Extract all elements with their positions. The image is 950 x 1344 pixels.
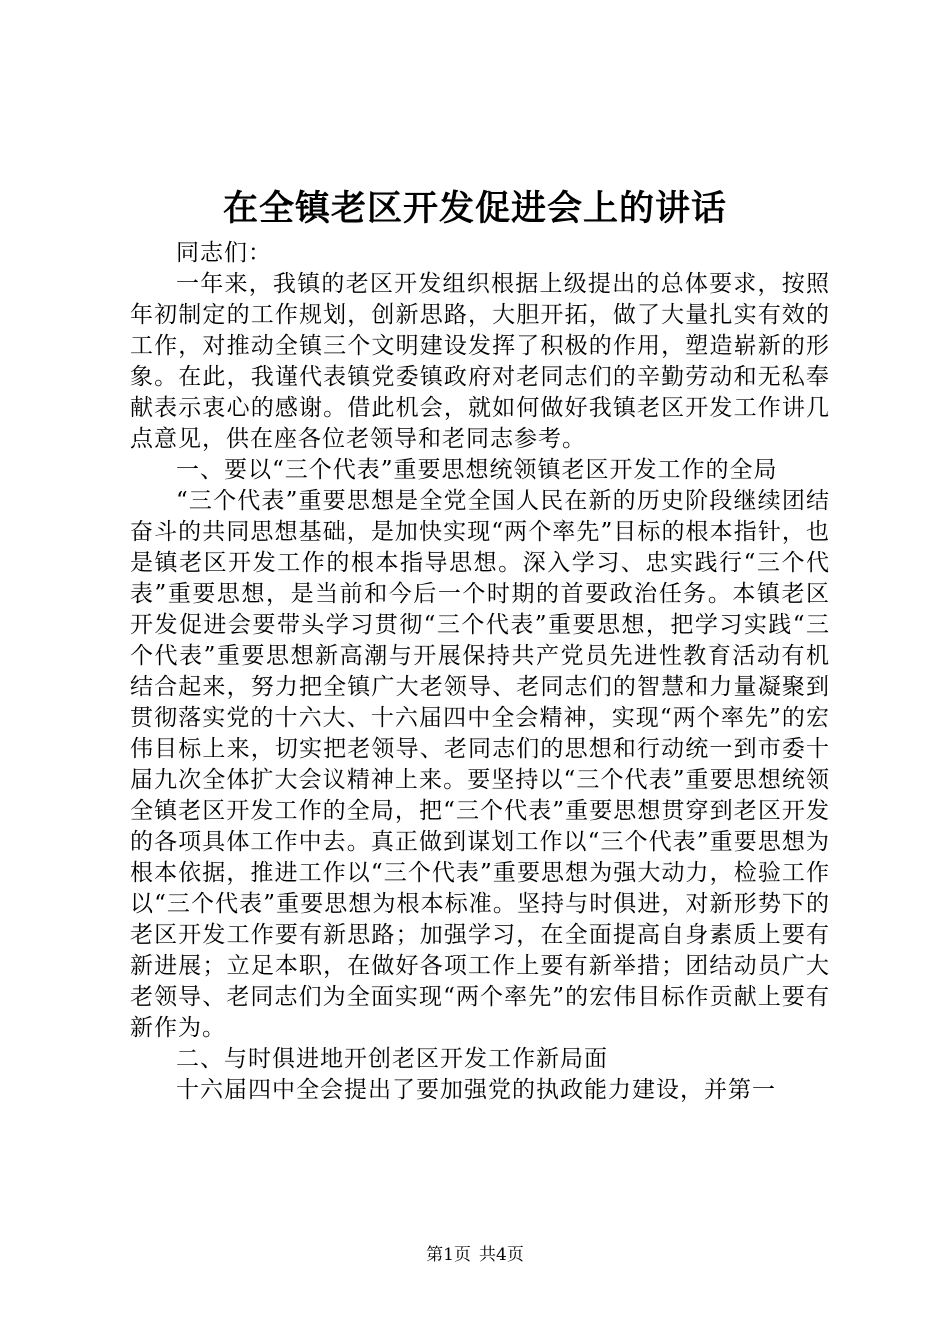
page-number: 第1页 bbox=[426, 1245, 471, 1265]
paragraph-intro: 一年来，我镇的老区开发组织根据上级提出的总体要求，按照年初制定的工作规划，创新思路，大胆开拓，做了大量扎实有效的工作，对推动全镇三个文明建设发挥了积极的作用，塑造崭新的形象。在此，我谨代表镇党委镇政府对老同志们的辛勤劳动和无私奉献表示衷心的感谢。借此机会，就如何做好我镇老区开发工作讲几点意见，供在座各位老领导和老同志参考。 bbox=[130, 271, 830, 452]
salutation: 同志们： bbox=[176, 240, 272, 266]
page-footer bbox=[0, 1243, 950, 1267]
section-heading-2: 二、与时俱进地开创老区开发工作新局面 bbox=[176, 1046, 608, 1072]
paragraph-section-2: 十六届四中全会提出了要加强党的执政能力建设，并第一 bbox=[176, 1077, 776, 1103]
document-title: 在全镇老区开发促进会上的讲话 bbox=[222, 188, 727, 229]
section-heading-1: 一、要以“三个代表”重要思想统领镇老区开发工作的全局 bbox=[176, 457, 778, 483]
document-body bbox=[130, 238, 830, 1106]
page-total: 共4页 bbox=[479, 1245, 524, 1265]
paragraph-section-1: “三个代表”重要思想是全党全国人民在新的历史阶段继续团结奋斗的共同思想基础，是加快实现“两个率先”目标的根本指针，也是镇老区开发工作的根本指导思想。深入学习、忠实践行“三个代表”重要思想，是当前和今后一个时期的首要政治任务。本镇老区开发促进会要带头学习贯彻“三个代表”重要思想，把学习实践“三个代表”重要思想新高潮与开展保持共产党员先进性教育活动有机结合起来，努力把全镇广大老领导、老同志们的智慧和力量凝聚到贯彻落实党的十六大、十六届四中全会精神，实现“两个率先”的宏伟目标上来，切实把老领导、老同志们的思想和行动统一到市委十届九次全体扩大会议精神上来。要坚持以“三个代表”重要思想统领全镇老区开发工作的全局，把“三个代表”重要思想贯穿到老区开发的各项具体工作中去。真正做到谋划工作以“三个代表”重要思想为根本依据，推进工作以“三个代表”重要思想为强大动力，检验工作以“三个代表”重要思想为根本标准。坚持与时俱进，对新形势下的老区开发工作要有新思路；加强学习，在全面提高自身素质上要有新进展；立足本职，在做好各项工作上要有新举措；团结动员广大老领导、老同志们为全面实现“两个率先”的宏伟目标作贡献上要有新作为。 bbox=[130, 488, 830, 1041]
